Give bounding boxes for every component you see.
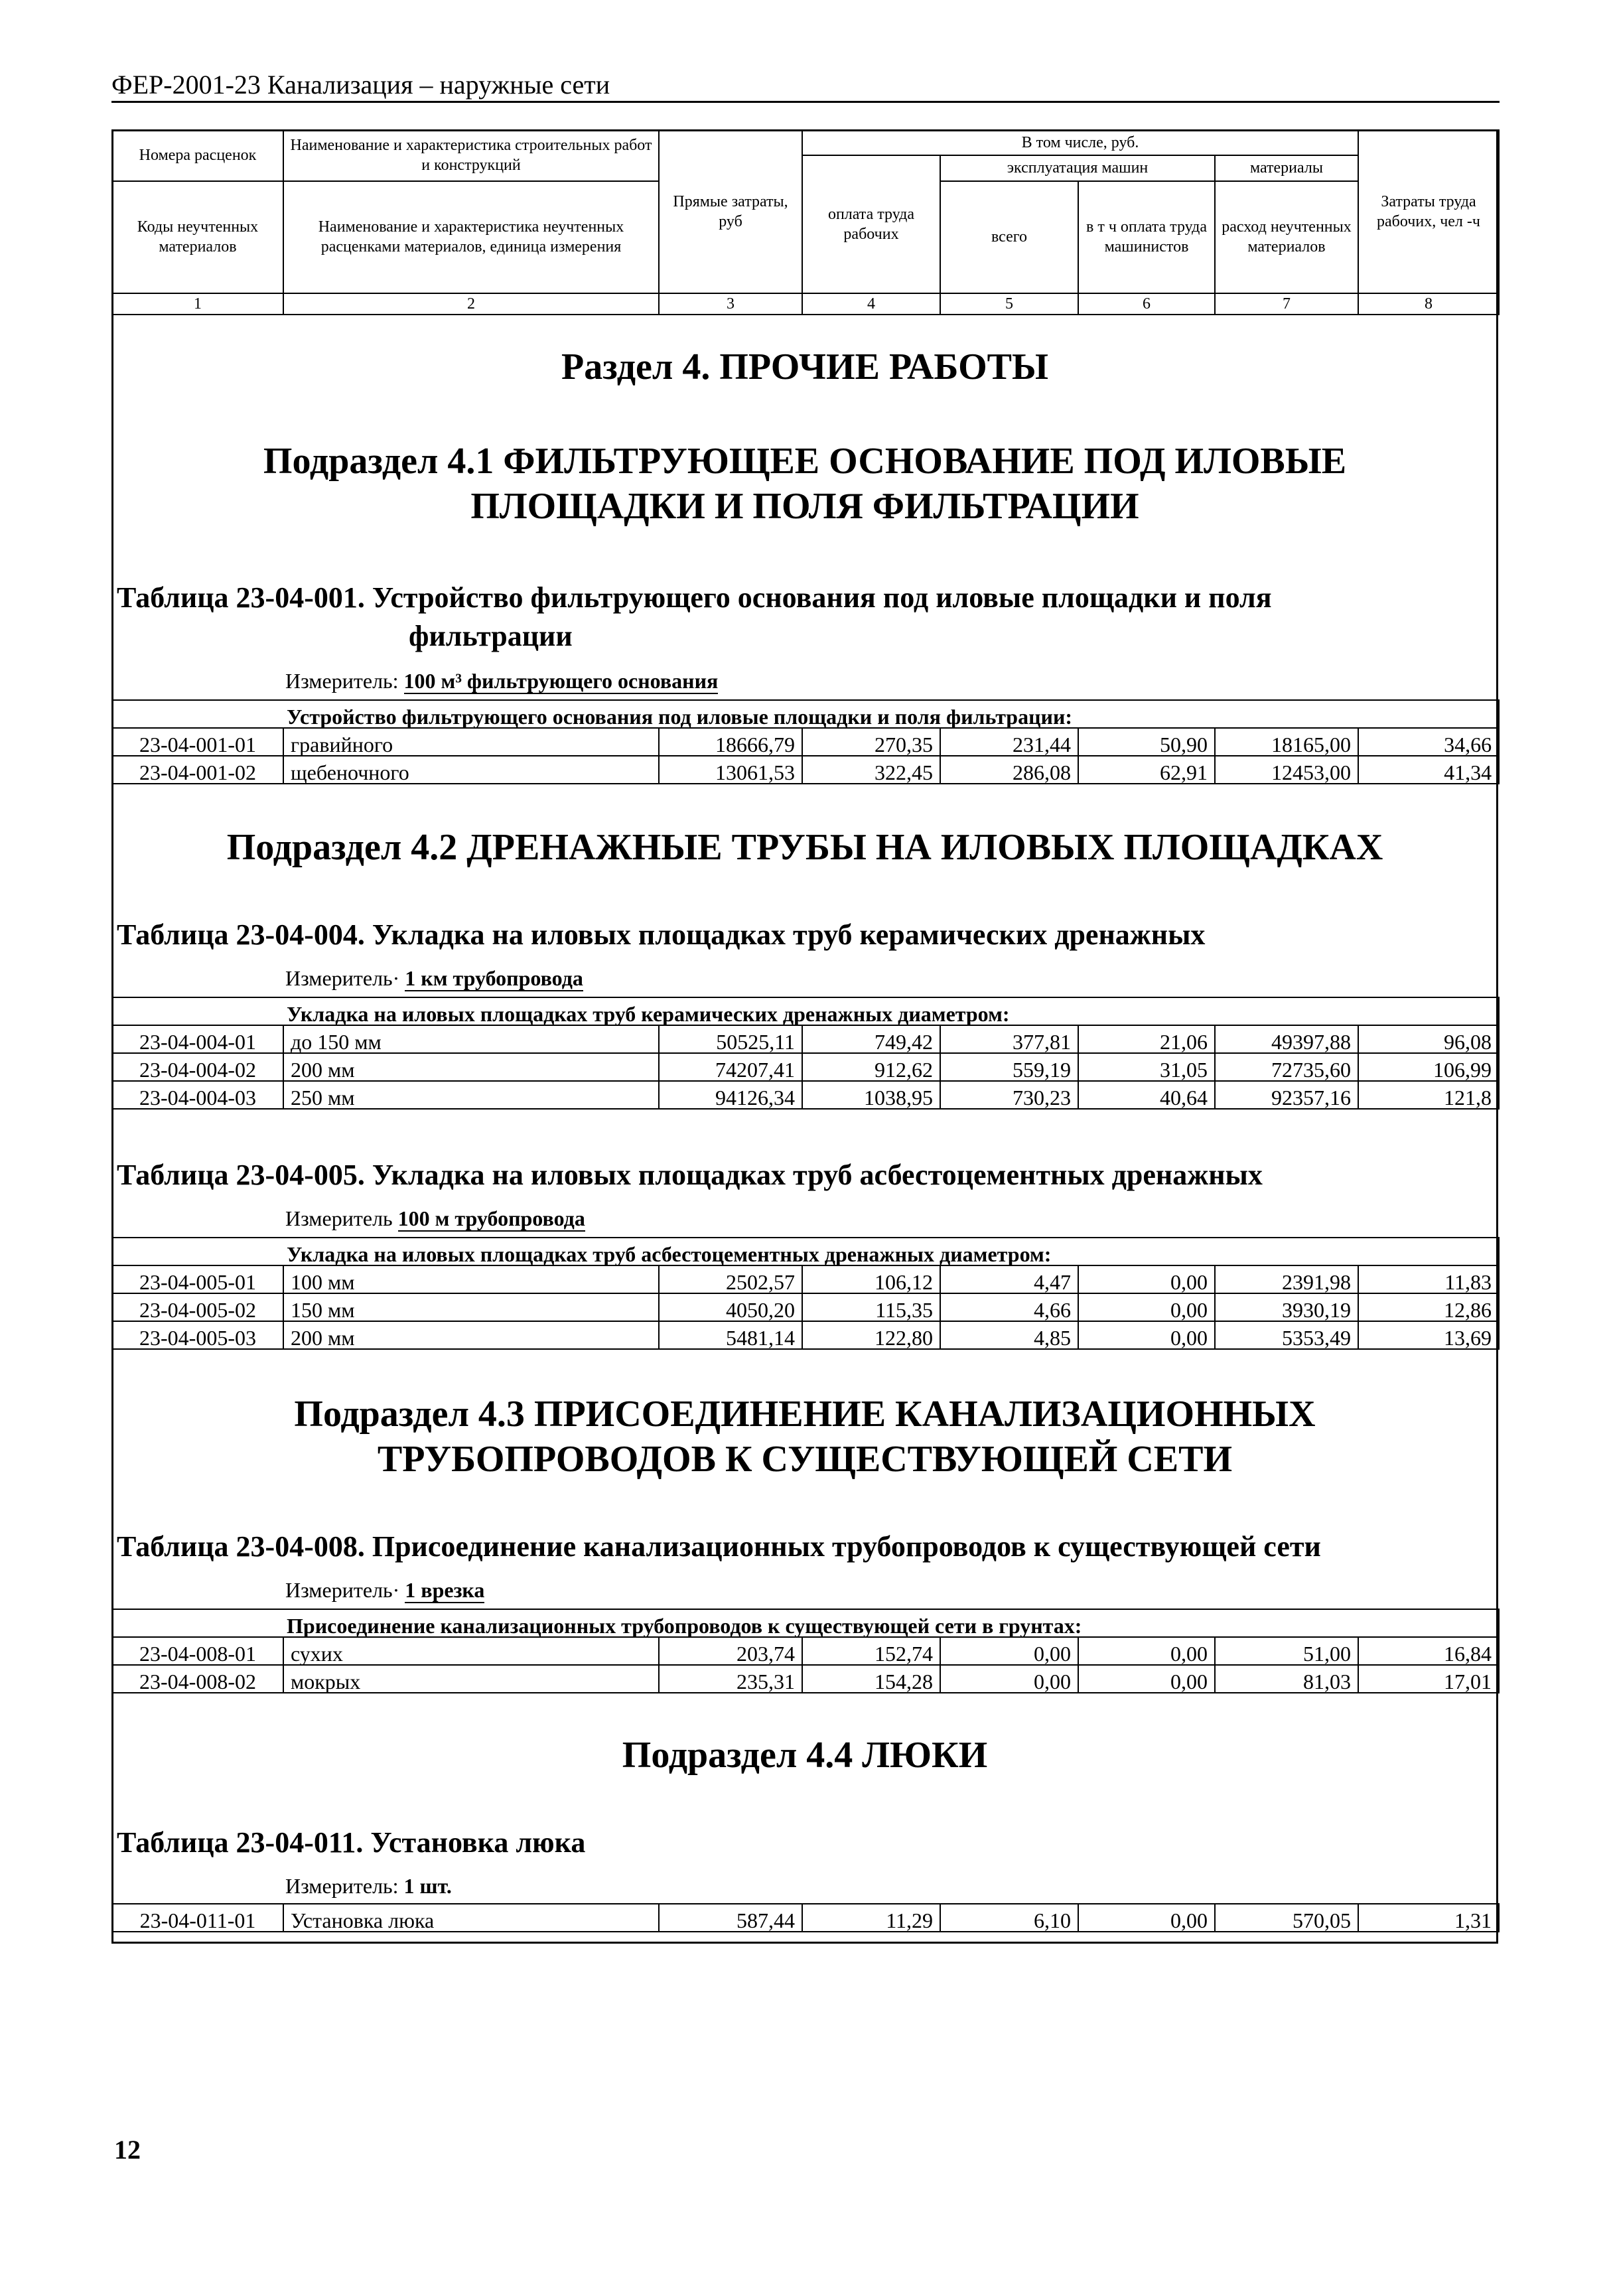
value-cell: 570,05	[1215, 1904, 1358, 1932]
measure-23-04-005	[285, 1208, 585, 1229]
table-23-04-008-title: Таблица 23-04-008. Присоединение канализационных трубопроводов к существующей сети	[117, 1530, 1321, 1563]
group-row	[112, 1238, 1499, 1265]
value-cell: 152,74	[802, 1637, 940, 1665]
value-cell: 16,84	[1358, 1637, 1499, 1665]
column-number-cell: 5	[940, 293, 1078, 315]
value-cell: 0,00	[1078, 1637, 1215, 1665]
measure-23-04-011	[285, 1875, 452, 1897]
measure-value: 1 км трубопровода	[405, 966, 583, 990]
description-cell: 100 мм	[283, 1265, 659, 1293]
value-cell: 2391,98	[1215, 1265, 1358, 1293]
value-cell: 6,10	[940, 1904, 1078, 1932]
description-cell: мокрых	[283, 1665, 659, 1693]
value-cell: 0,00	[1078, 1293, 1215, 1321]
value-cell: 4,47	[940, 1265, 1078, 1293]
description-cell: 250 мм	[283, 1081, 659, 1109]
sub44-title: Подраздел 4.4 ЛЮКИ	[622, 1735, 988, 1776]
table-row	[112, 1321, 1499, 1349]
value-cell: 122,80	[802, 1321, 940, 1349]
description-cell: сухих	[283, 1637, 659, 1665]
measure-label: Измеритель·	[285, 966, 400, 990]
value-cell: 51,00	[1215, 1637, 1358, 1665]
table-23-04-005	[111, 1237, 1500, 1350]
header-materialy: материалы	[1215, 155, 1358, 180]
value-cell: 31,05	[1078, 1053, 1215, 1081]
value-cell: 12453,00	[1215, 756, 1358, 784]
value-cell: 74207,41	[659, 1053, 802, 1081]
group-row	[112, 1609, 1499, 1637]
value-cell: 203,74	[659, 1637, 802, 1665]
value-cell: 0,00	[1078, 1265, 1215, 1293]
value-cell: 377,81	[940, 1025, 1078, 1053]
value-cell: 92357,16	[1215, 1081, 1358, 1109]
group-row	[112, 997, 1499, 1025]
header-vtch: в т ч оплата труда машинистов	[1078, 181, 1215, 293]
value-cell: 115,35	[802, 1293, 940, 1321]
rate-code-cell: 23-04-008-01	[112, 1637, 283, 1665]
description-cell: щебеночного	[283, 756, 659, 784]
value-cell: 0,00	[940, 1637, 1078, 1665]
value-cell: 3930,19	[1215, 1293, 1358, 1321]
sub43-title-line1: Подраздел 4.3 ПРИСОЕДИНЕНИЕ КАНАЛИЗАЦИОННЫХ	[294, 1394, 1316, 1435]
header-kody: Коды неучтенных материалов	[112, 181, 283, 293]
value-cell: 2502,57	[659, 1265, 802, 1293]
value-cell: 154,28	[802, 1665, 940, 1693]
column-number-cell: 4	[802, 293, 940, 315]
group-heading: Устройство фильтрующего основания под иловые площадки и поля фильтрации:	[112, 700, 1499, 728]
sub42-title: Подраздел 4.2 ДРЕНАЖНЫЕ ТРУБЫ НА ИЛОВЫХ ПЛОЩАДКАХ	[226, 827, 1383, 868]
column-number-cell: 1	[112, 293, 283, 315]
razdel-title: Раздел 4. ПРОЧИЕ РАБОТЫ	[561, 346, 1048, 388]
header-v-tom-chisle: В том числе, руб.	[802, 130, 1358, 155]
description-cell: 150 мм	[283, 1293, 659, 1321]
value-cell: 50,90	[1078, 728, 1215, 756]
value-cell: 62,91	[1078, 756, 1215, 784]
description-cell: 200 мм	[283, 1053, 659, 1081]
value-cell: 322,45	[802, 756, 940, 784]
table-row	[112, 756, 1499, 784]
value-cell: 0,00	[1078, 1904, 1215, 1932]
rate-code-cell: 23-04-008-02	[112, 1665, 283, 1693]
value-cell: 4,66	[940, 1293, 1078, 1321]
measure-label: Измеритель:	[285, 1874, 399, 1898]
value-cell: 4050,20	[659, 1293, 802, 1321]
table-23-04-001-title-line2: фильтрации	[409, 620, 573, 653]
table-23-04-011-title: Таблица 23-04-011. Установка люка	[117, 1826, 586, 1859]
table-row	[112, 1637, 1499, 1665]
value-cell: 13061,53	[659, 756, 802, 784]
value-cell: 12,86	[1358, 1293, 1499, 1321]
table-23-04-004-title: Таблица 23-04-004. Укладка на иловых площадках труб керамических дренажных	[117, 918, 1206, 951]
value-cell: 49397,88	[1215, 1025, 1358, 1053]
value-cell: 231,44	[940, 728, 1078, 756]
value-cell: 0,00	[1078, 1665, 1215, 1693]
rate-code-cell: 23-04-004-02	[112, 1053, 283, 1081]
value-cell: 235,31	[659, 1665, 802, 1693]
rate-code-cell: 23-04-001-01	[112, 728, 283, 756]
value-cell: 587,44	[659, 1904, 802, 1932]
value-cell: 0,00	[940, 1665, 1078, 1693]
value-cell: 270,35	[802, 728, 940, 756]
group-heading: Присоединение канализационных трубопроводов к существующей сети в грунтах:	[112, 1609, 1499, 1637]
header-naim-top: Наименование и характеристика строительных работ и конструкций	[283, 130, 659, 181]
description-cell: Установка люка	[283, 1904, 659, 1932]
table-23-04-005-title: Таблица 23-04-005. Укладка на иловых площадках труб асбестоцементных дренажных	[117, 1159, 1263, 1191]
group-row	[112, 700, 1499, 728]
header-naim-bottom: Наименование и характеристика неучтенных расценками материалов, единица измерения	[283, 181, 659, 293]
value-cell: 18666,79	[659, 728, 802, 756]
header-oplata-truda: оплата труда рабочих	[802, 155, 940, 293]
value-cell: 0,00	[1078, 1321, 1215, 1349]
sub43-title-line2: ТРУБОПРОВОДОВ К СУЩЕСТВУЮЩЕЙ СЕТИ	[377, 1439, 1233, 1480]
value-cell: 41,34	[1358, 756, 1499, 784]
value-cell: 96,08	[1358, 1025, 1499, 1053]
table-row	[112, 1081, 1499, 1109]
running-head: ФЕР-2001-23 Канализация – наружные сети	[111, 70, 610, 100]
value-cell: 559,19	[940, 1053, 1078, 1081]
value-cell: 5353,49	[1215, 1321, 1358, 1349]
description-cell: 200 мм	[283, 1321, 659, 1349]
header-rashod: расход неучтенных материалов	[1215, 181, 1358, 293]
rate-code-cell: 23-04-004-03	[112, 1081, 283, 1109]
table-row	[112, 728, 1499, 756]
rate-code-cell: 23-04-011-01	[112, 1904, 283, 1932]
value-cell: 50525,11	[659, 1025, 802, 1053]
table-row	[112, 1904, 1499, 1932]
page-number: 12	[114, 2135, 141, 2165]
measure-value: 100 м³ фильтрующего основания	[403, 669, 719, 693]
column-number-cell: 2	[283, 293, 659, 315]
measure-value: 100 м трубопровода	[397, 1206, 585, 1230]
sub41-title-line2: ПЛОЩАДКИ И ПОЛЯ ФИЛЬТРАЦИИ	[470, 486, 1139, 527]
table-row	[112, 1665, 1499, 1693]
value-cell: 106,99	[1358, 1053, 1499, 1081]
measure-label: Измеритель:	[285, 669, 399, 693]
value-cell: 40,64	[1078, 1081, 1215, 1109]
description-cell: гравийного	[283, 728, 659, 756]
header-zatraty: Затраты труда рабочих, чел -ч	[1358, 130, 1499, 293]
measure-label: Измеритель·	[285, 1578, 400, 1602]
value-cell: 730,23	[940, 1081, 1078, 1109]
table-row	[112, 1025, 1499, 1053]
header-vsego: всего	[940, 181, 1078, 293]
value-cell: 106,12	[802, 1265, 940, 1293]
column-number-cell: 7	[1215, 293, 1358, 315]
table-row	[112, 1265, 1499, 1293]
value-cell: 72735,60	[1215, 1053, 1358, 1081]
measure-value: 1 шт.	[403, 1874, 452, 1898]
value-cell: 11,29	[802, 1904, 940, 1932]
rate-code-cell: 23-04-004-01	[112, 1025, 283, 1053]
rate-code-cell: 23-04-005-03	[112, 1321, 283, 1349]
table-23-04-008	[111, 1609, 1500, 1693]
header-ekspl: эксплуатация машин	[940, 155, 1215, 180]
value-cell: 18165,00	[1215, 728, 1358, 756]
header-pryamye: Прямые затраты, руб	[659, 130, 802, 293]
value-cell: 1,31	[1358, 1904, 1499, 1932]
value-cell: 286,08	[940, 756, 1078, 784]
value-cell: 17,01	[1358, 1665, 1499, 1693]
column-numbers-row	[112, 293, 1499, 315]
value-cell: 121,8	[1358, 1081, 1499, 1109]
measure-23-04-001	[285, 670, 718, 691]
value-cell: 4,85	[940, 1321, 1078, 1349]
table-23-04-004	[111, 997, 1500, 1110]
value-cell: 94126,34	[659, 1081, 802, 1109]
column-number-cell: 6	[1078, 293, 1215, 315]
column-number-cell: 8	[1358, 293, 1499, 315]
measure-label: Измеритель	[285, 1206, 393, 1230]
table-row	[112, 1053, 1499, 1081]
table-23-04-001	[111, 699, 1500, 784]
value-cell: 11,83	[1358, 1265, 1499, 1293]
value-cell: 912,62	[802, 1053, 940, 1081]
rate-code-cell: 23-04-005-02	[112, 1293, 283, 1321]
sub41-title-line1: Подраздел 4.1 ФИЛЬТРУЮЩЕЕ ОСНОВАНИЕ ПОД ИЛОВЫЕ	[263, 441, 1347, 482]
measure-23-04-008	[285, 1579, 484, 1601]
value-cell: 21,06	[1078, 1025, 1215, 1053]
value-cell: 5481,14	[659, 1321, 802, 1349]
rate-code-cell: 23-04-005-01	[112, 1265, 283, 1293]
table-23-04-011	[111, 1903, 1500, 1932]
group-heading: Укладка на иловых площадках труб асбестоцементных дренажных диаметром:	[112, 1238, 1499, 1265]
table-23-04-001-title-line1: Таблица 23-04-001. Устройство фильтрующего основания под иловые площадки и поля	[117, 581, 1272, 614]
value-cell: 749,42	[802, 1025, 940, 1053]
column-header-table	[111, 129, 1500, 315]
measure-value: 1 врезка	[405, 1578, 485, 1602]
value-cell: 81,03	[1215, 1665, 1358, 1693]
running-head-rule	[111, 101, 1500, 103]
header-nomera: Номера расценок	[112, 130, 283, 181]
table-23-04-001-title	[117, 579, 1494, 656]
group-heading: Укладка на иловых площадках труб керамических дренажных диаметром:	[112, 997, 1499, 1025]
description-cell: до 150 мм	[283, 1025, 659, 1053]
value-cell: 1038,95	[802, 1081, 940, 1109]
column-number-cell: 3	[659, 293, 802, 315]
value-cell: 13,69	[1358, 1321, 1499, 1349]
table-row	[112, 1293, 1499, 1321]
rate-code-cell: 23-04-001-02	[112, 756, 283, 784]
measure-23-04-004	[285, 968, 583, 989]
value-cell: 34,66	[1358, 728, 1499, 756]
